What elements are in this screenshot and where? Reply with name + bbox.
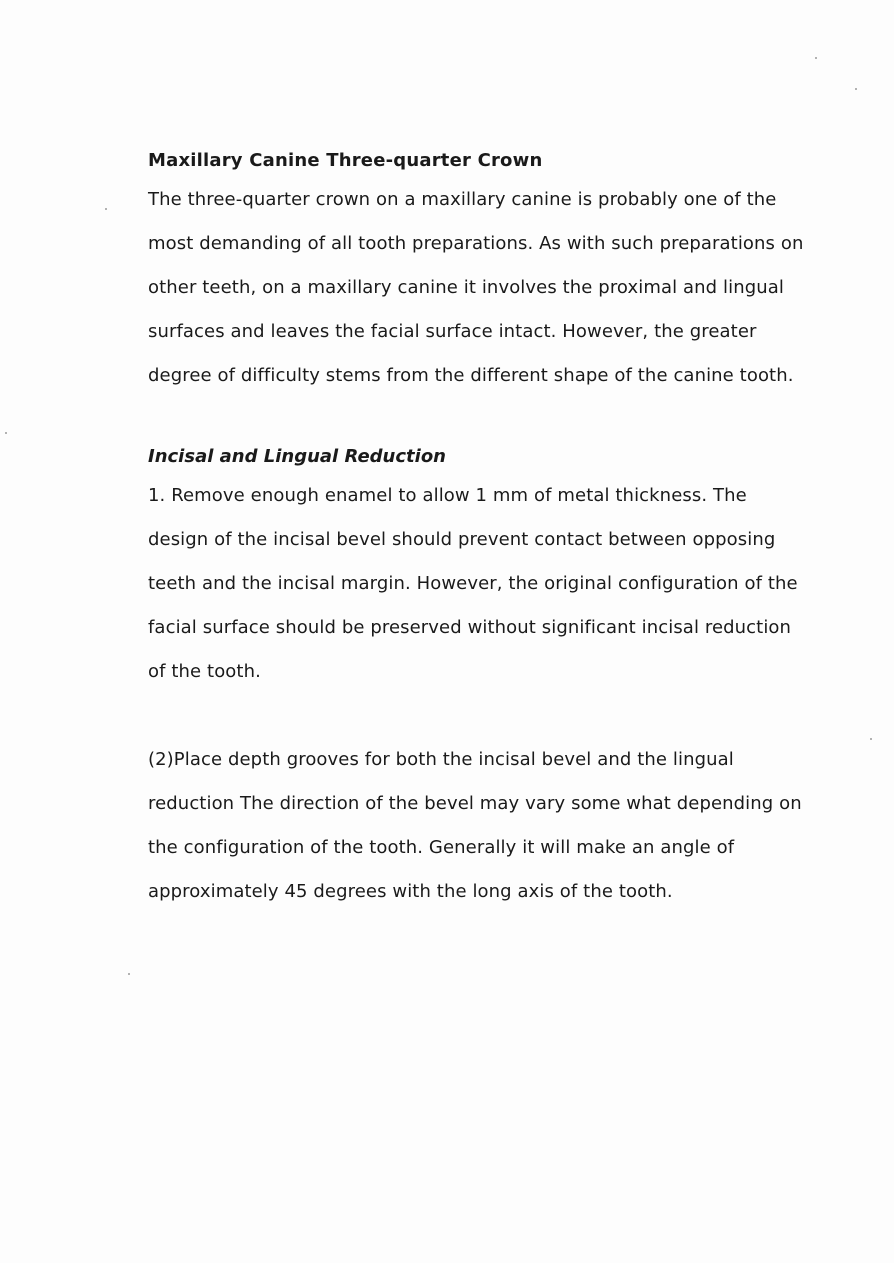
section-subtitle: Incisal and Lingual Reduction	[148, 446, 446, 467]
intro-paragraph: The three-quarter crown on a maxillary canine is probably one of the most demanding of all tooth preparations. As with such preparations on other teeth, on a maxillary canine it involves the proximal and lingual surfaces and leaves the facial surface intact. However, the greater degree of difficulty stems from the different shape of the canine tooth.	[148, 189, 804, 386]
scan-speck	[855, 88, 857, 90]
scan-speck	[128, 973, 130, 975]
document-body	[148, 146, 804, 914]
step-1-paragraph: 1. Remove enough enamel to allow 1 mm of metal thickness. The design of the incisal bevel should prevent contact between opposing teeth and the incisal margin. However, the original configuration of the facial surface should be preserved without significant incisal reduction of the tooth.	[148, 485, 798, 682]
step-2-paragraph: (2)Place depth grooves for both the incisal bevel and the lingual reduction The direction of the bevel may vary some what depending on the configuration of the tooth. Generally it will make an angle of approximately 45 degrees with the long axis of the tooth.	[148, 749, 802, 902]
section-title: Maxillary Canine Three-quarter Crown	[148, 150, 543, 171]
scan-speck	[5, 432, 7, 434]
scan-speck	[815, 57, 817, 59]
scan-speck	[105, 208, 107, 210]
scan-speck	[870, 738, 872, 740]
